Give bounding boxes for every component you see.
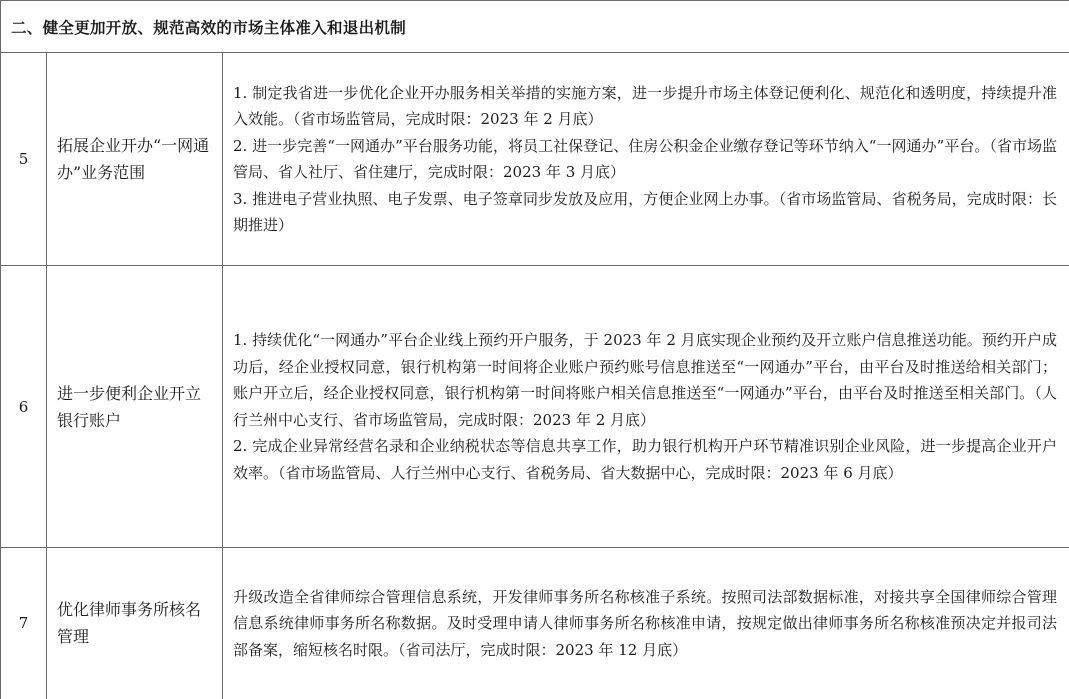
measure-item: 2. 完成企业异常经营名录和企业纳税状态等信息共享工作，助力银行机构开户环节精准识别企业风险，进一步提高企业开户效率。（省市场监管局、人行兰州中心支行、省税务局、省大数据中心，完成时限：2023 年 6 月底） xyxy=(233,433,1057,486)
task-measures xyxy=(223,548,1069,699)
row-number: 7 xyxy=(1,548,47,699)
task-name: 优化律师事务所核名管理 xyxy=(47,548,223,699)
measure-item: 3. 推进电子营业执照、电子发票、电子签章同步发放及应用，方便企业网上办事。（省市场监管局、省税务局，完成时限：长期推进） xyxy=(233,186,1057,239)
task-measures xyxy=(223,53,1069,266)
measure-item: 2. 进一步完善“一网通办”平台服务功能，将员工社保登记、住房公积金企业缴存登记等环节纳入“一网通办”平台。（省市场监管局、省人社厅、省住建厅，完成时限：2023 年 3 月底） xyxy=(233,133,1057,186)
table-row xyxy=(1,53,1069,266)
table-row xyxy=(1,266,1069,548)
measure-item: 升级改造全省律师综合管理信息系统，开发律师事务所名称核准子系统。按照司法部数据标准，对接共享全国律师综合管理信息系统律师事务所名称数据。及时受理申请人律师事务所名称核准申请，按规定做出律师事务所名称核准预决定并报司法部备案，缩短核名时限。（省司法厅，完成时限：2023 年 12 月底） xyxy=(233,584,1057,664)
table-row xyxy=(1,548,1069,699)
measure-item: 1. 持续优化“一网通办”平台企业线上预约开户服务，于 2023 年 2 月底实现企业预约及开立账户信息推送功能。预约开户成功后，经企业授权同意，银行机构第一时间将企业账户预约账号信息推送至“一网通办”平台，由平台及时推送给相关部门；账户开立后，经企业授权同意，银行机构第一时间将账户相关信息推送至“一网通办”平台，由平台及时推送至相关部门。（人行兰州中心支行、省市场监管局，完成时限：2023 年 2 月底） xyxy=(233,327,1057,433)
row-number: 5 xyxy=(1,53,47,266)
task-name: 进一步便利企业开立银行账户 xyxy=(47,266,223,548)
task-name: 拓展企业开办“一网通办”业务范围 xyxy=(47,53,223,266)
row-number: 6 xyxy=(1,266,47,548)
section-header-row xyxy=(1,1,1069,53)
measure-item: 1. 制定我省进一步优化企业开办服务相关举措的实施方案，进一步提升市场主体登记便利化、规范化和透明度，持续提升准入效能。（省市场监管局，完成时限：2023 年 2 月底） xyxy=(233,80,1057,133)
task-measures xyxy=(223,266,1069,548)
section-title: 二、健全更加开放、规范高效的市场主体准入和退出机制 xyxy=(1,1,1069,53)
